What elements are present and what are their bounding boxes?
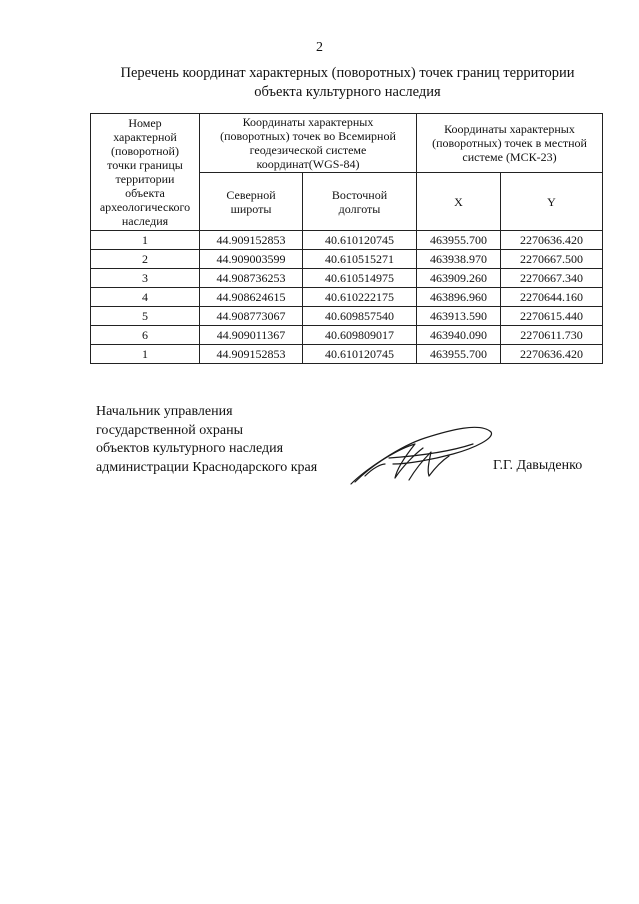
- table-row: [91, 345, 603, 364]
- document-title-line: объекта культурного наследия: [254, 84, 441, 100]
- point-number-cell: 2: [91, 250, 200, 269]
- y-cell: 2270636.420: [501, 345, 603, 364]
- longitude-cell: 40.610515271: [303, 250, 417, 269]
- table-row: [91, 307, 603, 326]
- y-cell: 2270611.730: [501, 326, 603, 345]
- point-number-cell: 5: [91, 307, 200, 326]
- latitude-cell: 44.908624615: [200, 288, 303, 307]
- header-msk23-group: Координаты характерных (поворотных) точек в местной системе (МСК-23): [417, 114, 603, 173]
- longitude-cell: 40.610222175: [303, 288, 417, 307]
- longitude-cell: 40.610514975: [303, 269, 417, 288]
- header-wgs84-group: Координаты характерных (поворотных) точек во Всемирной геодезической системе координат(WGS-84): [200, 114, 417, 173]
- signatory-position-line: администрации Краснодарского края: [96, 459, 318, 475]
- longitude-cell: 40.610120745: [303, 345, 417, 364]
- point-number-cell: 6: [91, 326, 200, 345]
- y-cell: 2270667.500: [501, 250, 603, 269]
- signer-name: Г.Г. Давыденко: [493, 458, 583, 473]
- point-number-cell: 3: [91, 269, 200, 288]
- coordinates-table: [90, 113, 603, 364]
- signatory-position-line: Начальник управления: [96, 404, 233, 419]
- handwritten-signature: [345, 418, 495, 490]
- header-y: Y: [501, 173, 603, 231]
- x-cell: 463940.090: [417, 326, 501, 345]
- y-cell: 2270644.160: [501, 288, 603, 307]
- header-point-number: Номер характерной (поворотной) точки границы территории объекта археологического наследия: [91, 114, 200, 231]
- page-number: 2: [316, 40, 323, 55]
- header-x: X: [417, 173, 501, 231]
- y-cell: 2270667.340: [501, 269, 603, 288]
- x-cell: 463913.590: [417, 307, 501, 326]
- document-title: [60, 64, 635, 102]
- x-cell: 463909.260: [417, 269, 501, 288]
- signatory-position-line: объектов культурного наследия: [96, 441, 284, 456]
- document-title-line: Перечень координат характерных (поворотных) точек границ территории: [120, 65, 575, 81]
- header-east-longitude: Восточной долготы: [303, 173, 417, 231]
- table-row: [91, 231, 603, 250]
- table-row: [91, 326, 603, 345]
- header-north-latitude: Северной широты: [200, 173, 303, 231]
- table-row: [91, 269, 603, 288]
- y-cell: 2270636.420: [501, 231, 603, 250]
- point-number-cell: 1: [91, 231, 200, 250]
- latitude-cell: 44.908736253: [200, 269, 303, 288]
- longitude-cell: 40.610120745: [303, 231, 417, 250]
- latitude-cell: 44.909003599: [200, 250, 303, 269]
- longitude-cell: 40.609809017: [303, 326, 417, 345]
- latitude-cell: 44.909011367: [200, 326, 303, 345]
- point-number-cell: 1: [91, 345, 200, 364]
- x-cell: 463955.700: [417, 231, 501, 250]
- longitude-cell: 40.609857540: [303, 307, 417, 326]
- x-cell: 463938.970: [417, 250, 501, 269]
- latitude-cell: 44.909152853: [200, 345, 303, 364]
- table-row: [91, 250, 603, 269]
- y-cell: 2270615.440: [501, 307, 603, 326]
- point-number-cell: 4: [91, 288, 200, 307]
- table-row: [91, 288, 603, 307]
- signatory-position-line: государственной охраны: [96, 422, 244, 438]
- signatory-position: [96, 403, 317, 477]
- latitude-cell: 44.908773067: [200, 307, 303, 326]
- latitude-cell: 44.909152853: [200, 231, 303, 250]
- x-cell: 463896.960: [417, 288, 501, 307]
- x-cell: 463955.700: [417, 345, 501, 364]
